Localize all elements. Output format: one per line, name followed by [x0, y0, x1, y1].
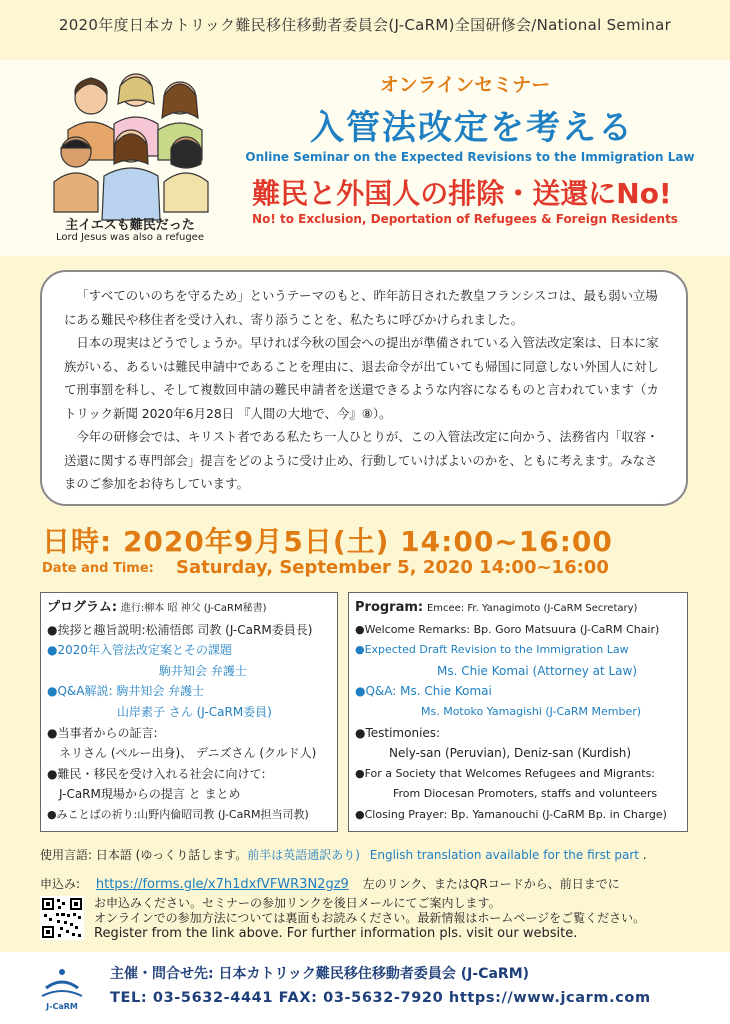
- program-item: ●挨拶と趣旨説明:松浦悟郎 司教 (J-CaRM委員長): [47, 622, 313, 637]
- program-item: 駒井知会 弁護士: [159, 663, 247, 678]
- program-en-heading: Program: Emcee: Fr. Yanagimoto (J-CaRM Secretary): [355, 600, 638, 615]
- intro-text-box: [40, 270, 688, 506]
- qr-code-icon[interactable]: [40, 896, 84, 940]
- apply-instructions: お申込みください。セミナーの参加リンクを後日メールにてご案内します。 オンラインでの参加方法については裏面もお読みください。最新情報はホームページをご覧ください。: [94, 896, 646, 925]
- jcarm-logo-text: J-CaRM: [46, 1002, 78, 1011]
- illustration-caption-en: Lord Jesus was also a refugee: [56, 232, 204, 243]
- language-info: 使用言語: 日本語 (ゆっくり話します。前半は英語通訳あり) English translation available for the first part .: [40, 848, 647, 862]
- program-item: Nely-san (Peruvian), Deniz-san (Kurdish): [389, 746, 632, 761]
- program-item: ●Closing Prayer: Bp. Yamanouchi (J-CaRM Bp. in Charge): [355, 807, 667, 821]
- program-item: J-CaRM現場からの提言 と まとめ: [59, 787, 241, 802]
- program-jp-heading: プログラム: 進行:柳本 昭 神父 (J-CaRM秘書): [47, 600, 267, 615]
- date-time-jp: 日時: 2020年9月5日(土) 14:00~16:00: [42, 525, 613, 558]
- program-item: ●Welcome Remarks: Bp. Goro Matsuura (J-CaRM Chair): [355, 622, 660, 636]
- intro-paragraph: 「すべてのいのちを守るため」というテーマのもと、昨年訪日された教皇フランシスコは、最も弱い立場にある難民や移住者を受け入れ、寄り添うことを、私たちに呼びかけられました。: [64, 288, 658, 327]
- program-item: ●Q&A: Ms. Chie Komai: [355, 684, 492, 699]
- program-item: ●Testimonies:: [355, 725, 441, 740]
- program-item: ●難民・移民を受け入れる社会に向けて:: [47, 766, 266, 781]
- host-info: 主催・問合せ先: 日本カトリック難民移住移動者委員会 (J-CaRM): [110, 966, 530, 982]
- slogan-jp: 難民と外国人の排除・送還にNo!: [252, 177, 672, 210]
- program-item: ●For a Society that Welcomes Refugees and Migrants:: [355, 766, 656, 780]
- registration-link[interactable]: https://forms.gle/x7h1dxfVFWR3N2gz9: [95, 877, 349, 892]
- seminar-top-title: 2020年度日本カトリック難民移住移動者委員会(J-CaRM)全国研修会/National Seminar: [58, 16, 672, 34]
- program-item: ●Q&A解説: 駒井知会 弁護士: [47, 684, 205, 699]
- illustration-people-icon: [36, 60, 226, 230]
- subtitle-online-seminar: オンラインセミナー: [379, 74, 551, 96]
- program-item: From Diocesan Promoters, staffs and volunteers: [393, 787, 658, 801]
- program-item: ●Expected Draft Revision to the Immigration Law: [355, 643, 629, 657]
- intro-paragraph: 日本の現実はどうでしょうか。早ければ今秋の国会への提出が準備されている入管法改定案は、日本に家族がいる、あるいは難民申請中であることを理由に、退去命令が出ていても帰国に同意しない外国人に対して刑事罰を科し、そして複数回申請の難民申請者を送還できるような内容になるものと言われています（カトリック新聞 2020年6月28日 『人間の大地で、今』⑧）。: [64, 335, 659, 421]
- apply-line: 申込み: https://forms.gle/x7h1dxfVFWR3N2gz9 左のリンク、またはQRコードから、前日までに: [40, 877, 620, 892]
- program-item: ネリさん (ペルー出身)、 デニズさん (クルド人): [59, 746, 317, 761]
- contact-info[interactable]: TEL: 03-5632-4441 FAX: 03-5632-7920 https://www.jcarm.com: [110, 990, 651, 1006]
- program-item: ●みことばの祈り:山野内倫昭司教 (J-CaRM担当司教): [47, 807, 309, 821]
- date-time-en-label: Date and Time:: [42, 561, 154, 576]
- program-jp-box: [40, 592, 338, 832]
- program-item: Ms. Chie Komai (Attorney at Law): [437, 663, 638, 678]
- program-item: 山岸素子 さん (J-CaRM委員): [117, 704, 272, 719]
- apply-instructions-en: Register from the link above. For further information pls. visit our website.: [94, 926, 578, 941]
- main-title-jp: 入管法改定を考える: [310, 108, 634, 148]
- program-item: ●2020年入管法改定案とその課題: [47, 643, 233, 658]
- program-en-box: [348, 592, 688, 832]
- illustration-caption-jp: 主イエスも難民だった: [65, 218, 195, 233]
- date-time-en-value: Saturday, September 5, 2020 14:00~16:00: [176, 557, 609, 578]
- program-item: Ms. Motoko Yamagishi (J-CaRM Member): [421, 704, 642, 718]
- slogan-en: No! to Exclusion, Deportation of Refugees & Foreign Residents: [252, 212, 678, 226]
- program-item: ●当事者からの証言:: [47, 725, 158, 740]
- intro-paragraph: 今年の研修会では、キリスト者である私たち一人ひとりが、この入管法改定に向かう、法務省内「収容・送還に関する専門部会」提言をどのように受け止め、行動していけばよいのかを、ともに考えます。みなさまのご参加をお待ちしています。: [64, 429, 659, 491]
- main-title-en: Online Seminar on the Expected Revisions to the Immigration Law: [245, 150, 695, 164]
